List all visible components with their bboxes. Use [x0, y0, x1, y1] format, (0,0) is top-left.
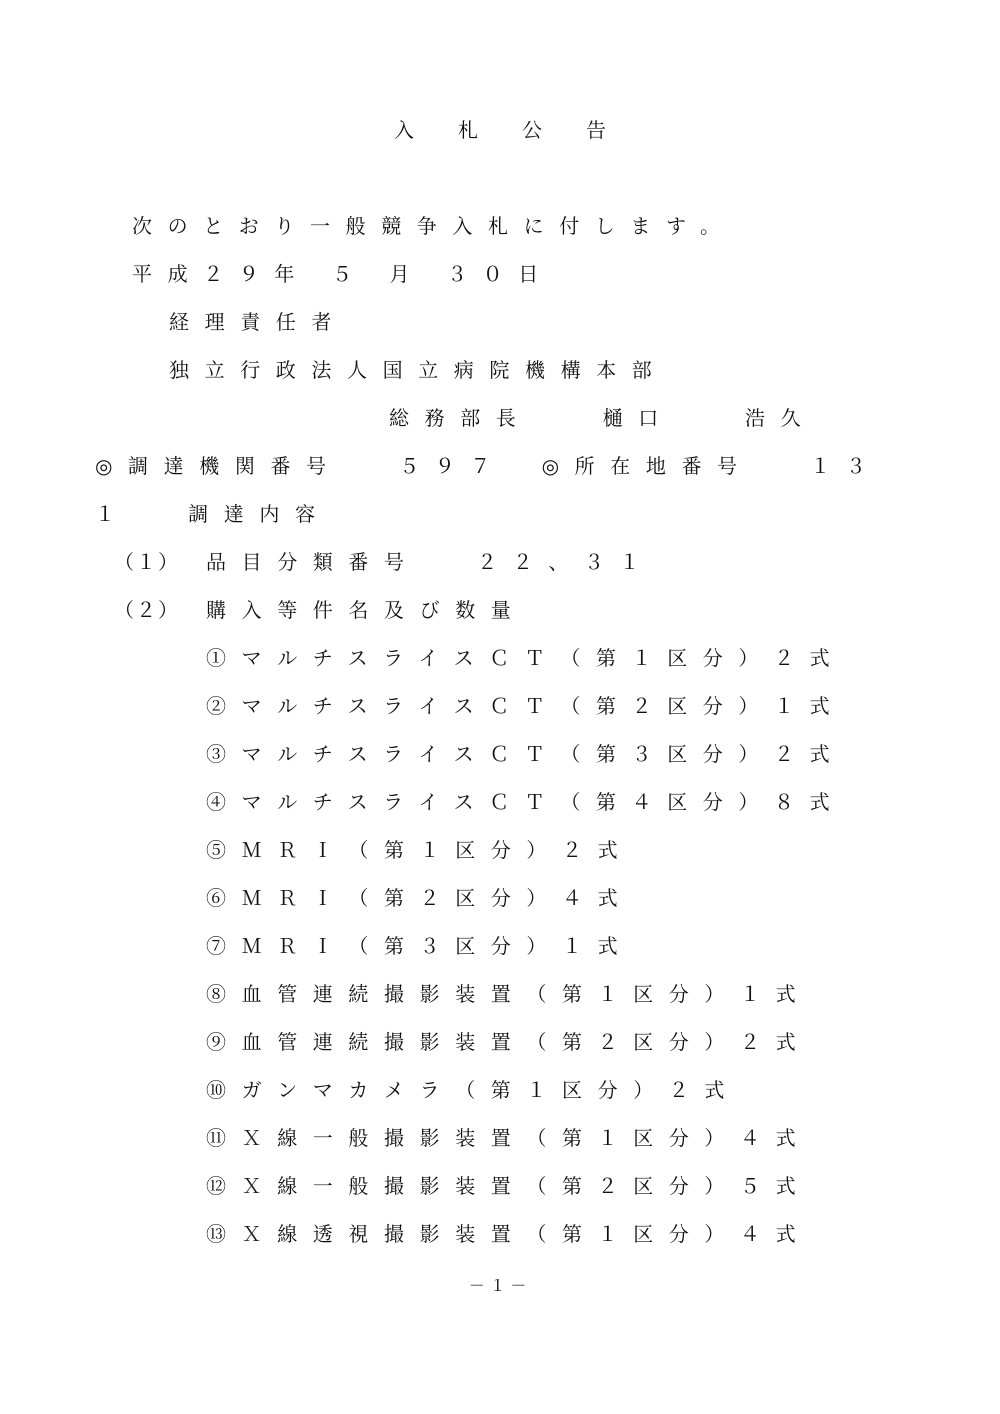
section-heading: １ 調達内容: [95, 502, 331, 526]
subsection-label: （１）: [114, 550, 180, 574]
purchase-items-heading: 購入等件名及び数量: [206, 598, 527, 622]
item-classification: 品目分類番号 ２２、３１: [206, 550, 656, 574]
list-item: ③マルチスライスＣＴ（第３区分）２式: [206, 742, 846, 766]
official-role: 経理責任者: [169, 310, 347, 334]
list-item: ⑬Ｘ線透視撮影装置（第１区分）４式: [206, 1222, 812, 1246]
list-item: ①マルチスライスＣＴ（第１区分）２式: [206, 646, 846, 670]
list-item: ⑪Ｘ線一般撮影装置（第１区分）４式: [206, 1126, 812, 1150]
subsection-label: （２）: [114, 598, 180, 622]
list-item: ⑨血管連続撮影装置（第２区分）２式: [206, 1030, 812, 1054]
page-number: －１－: [468, 1276, 532, 1295]
list-item: ⑫Ｘ線一般撮影装置（第２区分）５式: [206, 1174, 812, 1198]
list-item: ④マルチスライスＣＴ（第４区分）８式: [206, 790, 846, 814]
procurement-codes: ◎調達機関番号 ５９７ ◎所在地番号 １３: [95, 454, 882, 478]
official-name: 総務部長 樋口 浩久: [389, 406, 817, 430]
notice-date: 平成２９年 ５ 月 ３０日: [132, 262, 554, 286]
list-item: ⑧血管連続撮影装置（第１区分）１式: [206, 982, 812, 1006]
intro-text: 次のとおり一般競争入札に付します。: [132, 214, 736, 238]
list-item: ⑦ＭＲＩ（第３区分）１式: [206, 934, 634, 958]
list-item: ⑤ＭＲＩ（第１区分）２式: [206, 838, 634, 862]
organization-name: 独立行政法人国立病院機構本部: [169, 358, 668, 382]
list-item: ⑩ガンマカメラ（第１区分）２式: [206, 1078, 740, 1102]
list-item: ⑥ＭＲＩ（第２区分）４式: [206, 886, 634, 910]
page-title: 入札公告: [394, 118, 650, 142]
list-item: ②マルチスライスＣＴ（第２区分）１式: [206, 694, 846, 718]
